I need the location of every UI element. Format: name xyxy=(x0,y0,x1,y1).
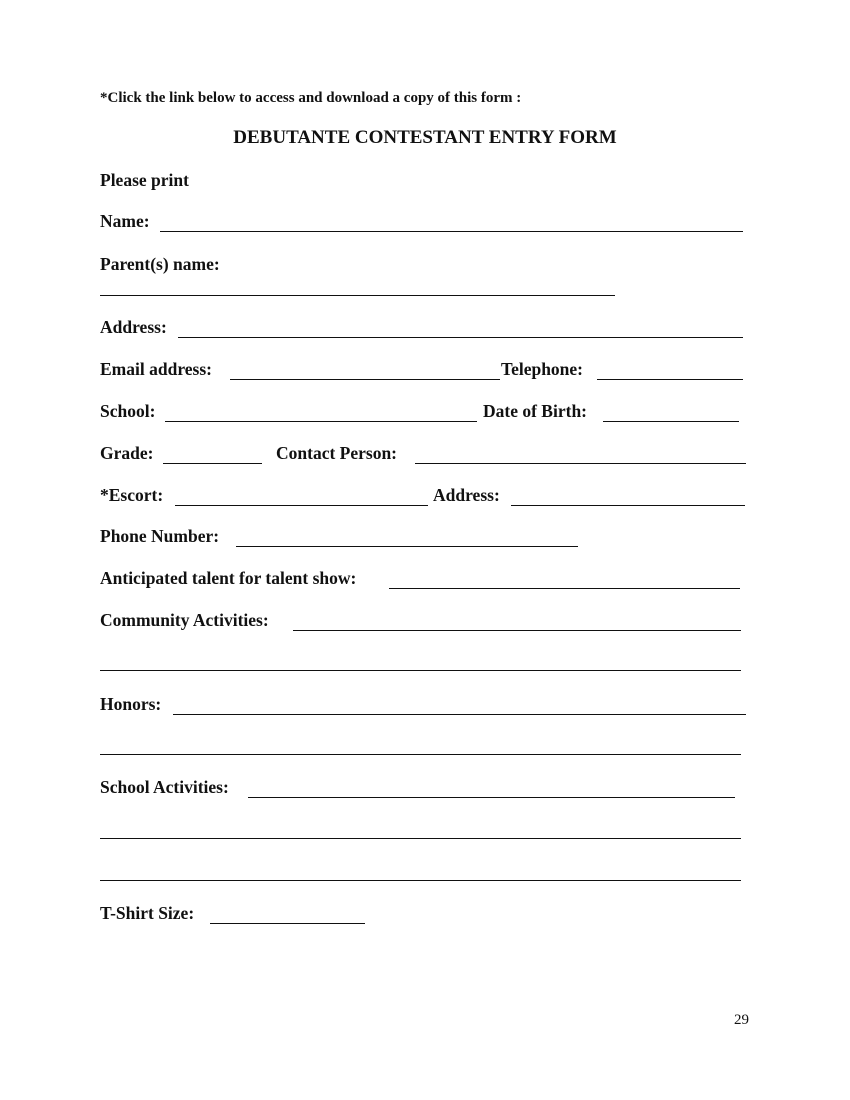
honors-field[interactable] xyxy=(173,714,746,715)
address-label: Address: xyxy=(100,317,167,337)
phone-number-field[interactable] xyxy=(236,546,578,547)
form-title: DEBUTANTE CONTESTANT ENTRY FORM xyxy=(233,127,617,148)
email-label: Email address: xyxy=(100,359,212,379)
telephone-label: Telephone: xyxy=(501,359,584,379)
date-of-birth-label: Date of Birth: xyxy=(483,401,588,421)
contact-person-label: Contact Person: xyxy=(276,443,398,463)
school-field[interactable] xyxy=(165,421,477,422)
contact-person-field[interactable] xyxy=(415,463,746,464)
download-note: *Click the link below to access and download a copy of this form : xyxy=(100,90,522,106)
telephone-field[interactable] xyxy=(597,379,743,380)
email-field[interactable] xyxy=(230,379,500,380)
parents-name-label: Parent(s) name: xyxy=(100,254,220,274)
escort-label: *Escort: xyxy=(100,485,164,505)
school-activities-line-3[interactable] xyxy=(100,880,741,881)
school-activities-field[interactable] xyxy=(248,797,735,798)
tshirt-size-label: T-Shirt Size: xyxy=(100,903,195,923)
name-field[interactable] xyxy=(160,231,743,232)
talent-field[interactable] xyxy=(389,588,740,589)
parents-name-field[interactable] xyxy=(100,295,615,296)
grade-field[interactable] xyxy=(163,463,262,464)
honors-label: Honors: xyxy=(100,694,162,714)
community-activities-line-2[interactable] xyxy=(100,670,741,671)
school-activities-line-2[interactable] xyxy=(100,838,741,839)
community-activities-field[interactable] xyxy=(293,630,741,631)
instruction-label: Please print xyxy=(100,170,189,190)
school-activities-label: School Activities: xyxy=(100,777,229,797)
school-label: School: xyxy=(100,401,156,421)
talent-label: Anticipated talent for talent show: xyxy=(100,568,357,588)
name-label: Name: xyxy=(100,211,150,231)
phone-number-label: Phone Number: xyxy=(100,526,220,546)
escort-field[interactable] xyxy=(175,505,428,506)
page-number: 29 xyxy=(734,1012,749,1028)
address-field[interactable] xyxy=(178,337,743,338)
grade-label: Grade: xyxy=(100,443,154,463)
escort-address-field[interactable] xyxy=(511,505,745,506)
tshirt-size-field[interactable] xyxy=(210,923,365,924)
escort-address-label: Address: xyxy=(433,485,500,505)
community-activities-label: Community Activities: xyxy=(100,610,269,630)
date-of-birth-field[interactable] xyxy=(603,421,739,422)
honors-line-2[interactable] xyxy=(100,754,741,755)
